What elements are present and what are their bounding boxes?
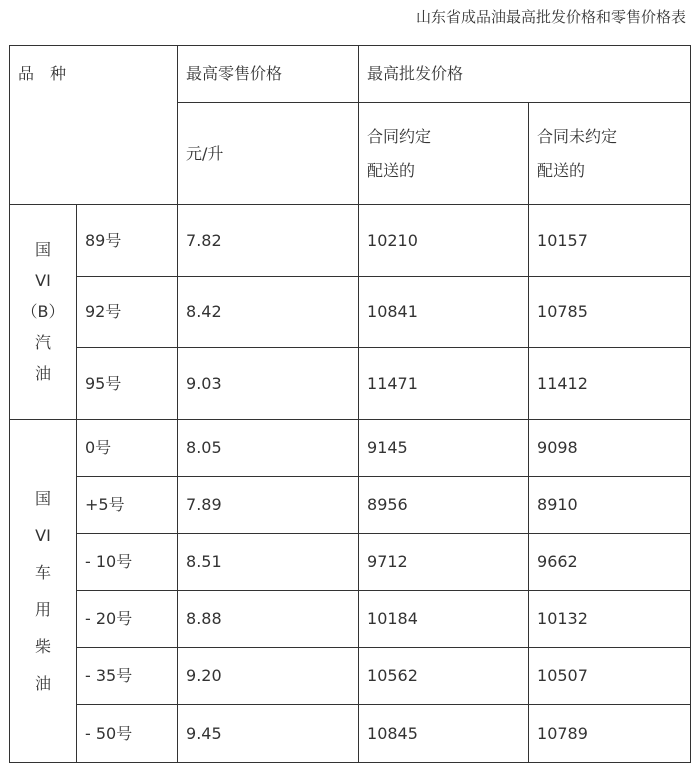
grade-cell: - 20号 xyxy=(77,591,178,648)
category-char: 油 xyxy=(34,673,51,693)
no-contract-price-cell: 9098 xyxy=(529,420,691,477)
no-contract-price-cell: 10507 xyxy=(529,648,691,705)
table-row xyxy=(10,277,691,348)
retail-price-cell: 9.20 xyxy=(178,648,359,705)
contract-price-cell: 10210 xyxy=(359,205,529,277)
table-row xyxy=(10,591,691,648)
wholesale-price-header: 最高批发价格 xyxy=(359,46,691,103)
oil-price-table xyxy=(9,45,691,763)
no-contract-header-line2: 配送的 xyxy=(537,160,586,180)
table-row xyxy=(10,205,691,277)
grade-cell: - 50号 xyxy=(77,705,178,763)
grade-cell: 92号 xyxy=(77,277,178,348)
table-row xyxy=(10,420,691,477)
category-char: （B） xyxy=(21,302,65,321)
diesel-category-cell xyxy=(10,420,77,763)
no-contract-price-cell: 10785 xyxy=(529,277,691,348)
no-contract-price-cell: 9662 xyxy=(529,534,691,591)
category-char: 车 xyxy=(34,562,51,582)
retail-price-cell: 7.89 xyxy=(178,477,359,534)
retail-price-cell: 8.88 xyxy=(178,591,359,648)
retail-price-cell: 8.42 xyxy=(178,277,359,348)
table-row xyxy=(10,477,691,534)
table-row xyxy=(10,648,691,705)
contract-header-line2: 配送的 xyxy=(367,160,416,180)
grade-cell: 0号 xyxy=(77,420,178,477)
grade-cell: - 10号 xyxy=(77,534,178,591)
category-char: 油 xyxy=(34,364,51,383)
category-char: 柴 xyxy=(34,636,51,656)
contract-price-cell: 10845 xyxy=(359,705,529,763)
contract-price-cell: 10562 xyxy=(359,648,529,705)
category-char: 国 xyxy=(34,240,51,259)
contract-header-line1: 合同约定 xyxy=(367,126,432,146)
header-row-1 xyxy=(10,46,691,103)
table-row xyxy=(10,348,691,420)
no-contract-price-cell: 10789 xyxy=(529,705,691,763)
contract-price-cell: 10841 xyxy=(359,277,529,348)
no-contract-delivery-header xyxy=(529,103,691,205)
category-char: VI xyxy=(35,525,51,545)
category-char: 汽 xyxy=(34,333,51,352)
gasoline-category-cell xyxy=(10,205,77,420)
contract-price-cell: 9145 xyxy=(359,420,529,477)
no-contract-price-cell: 11412 xyxy=(529,348,691,420)
retail-price-cell: 8.51 xyxy=(178,534,359,591)
retail-price-cell: 7.82 xyxy=(178,205,359,277)
table-row xyxy=(10,534,691,591)
retail-price-cell: 9.45 xyxy=(178,705,359,763)
grade-cell: - 35号 xyxy=(77,648,178,705)
no-contract-price-cell: 10157 xyxy=(529,205,691,277)
category-char: 国 xyxy=(34,488,51,508)
retail-unit-header: 元/升 xyxy=(178,103,359,205)
retail-price-cell: 9.03 xyxy=(178,348,359,420)
category-char: VI xyxy=(35,271,51,290)
contract-price-cell: 11471 xyxy=(359,348,529,420)
contract-price-cell: 10184 xyxy=(359,591,529,648)
category-char: 用 xyxy=(34,599,51,619)
grade-cell: 89号 xyxy=(77,205,178,277)
retail-price-header: 最高零售价格 xyxy=(178,46,359,103)
table-caption: 山东省成品油最高批发价格和零售价格表 xyxy=(415,8,686,26)
no-contract-header-line1: 合同未约定 xyxy=(537,126,618,146)
contract-delivery-header xyxy=(359,103,529,205)
table-row xyxy=(10,705,691,763)
grade-cell: +5号 xyxy=(77,477,178,534)
contract-price-cell: 8956 xyxy=(359,477,529,534)
no-contract-price-cell: 10132 xyxy=(529,591,691,648)
variety-header: 品 种 xyxy=(10,46,178,205)
contract-price-cell: 9712 xyxy=(359,534,529,591)
retail-price-cell: 8.05 xyxy=(178,420,359,477)
no-contract-price-cell: 8910 xyxy=(529,477,691,534)
grade-cell: 95号 xyxy=(77,348,178,420)
